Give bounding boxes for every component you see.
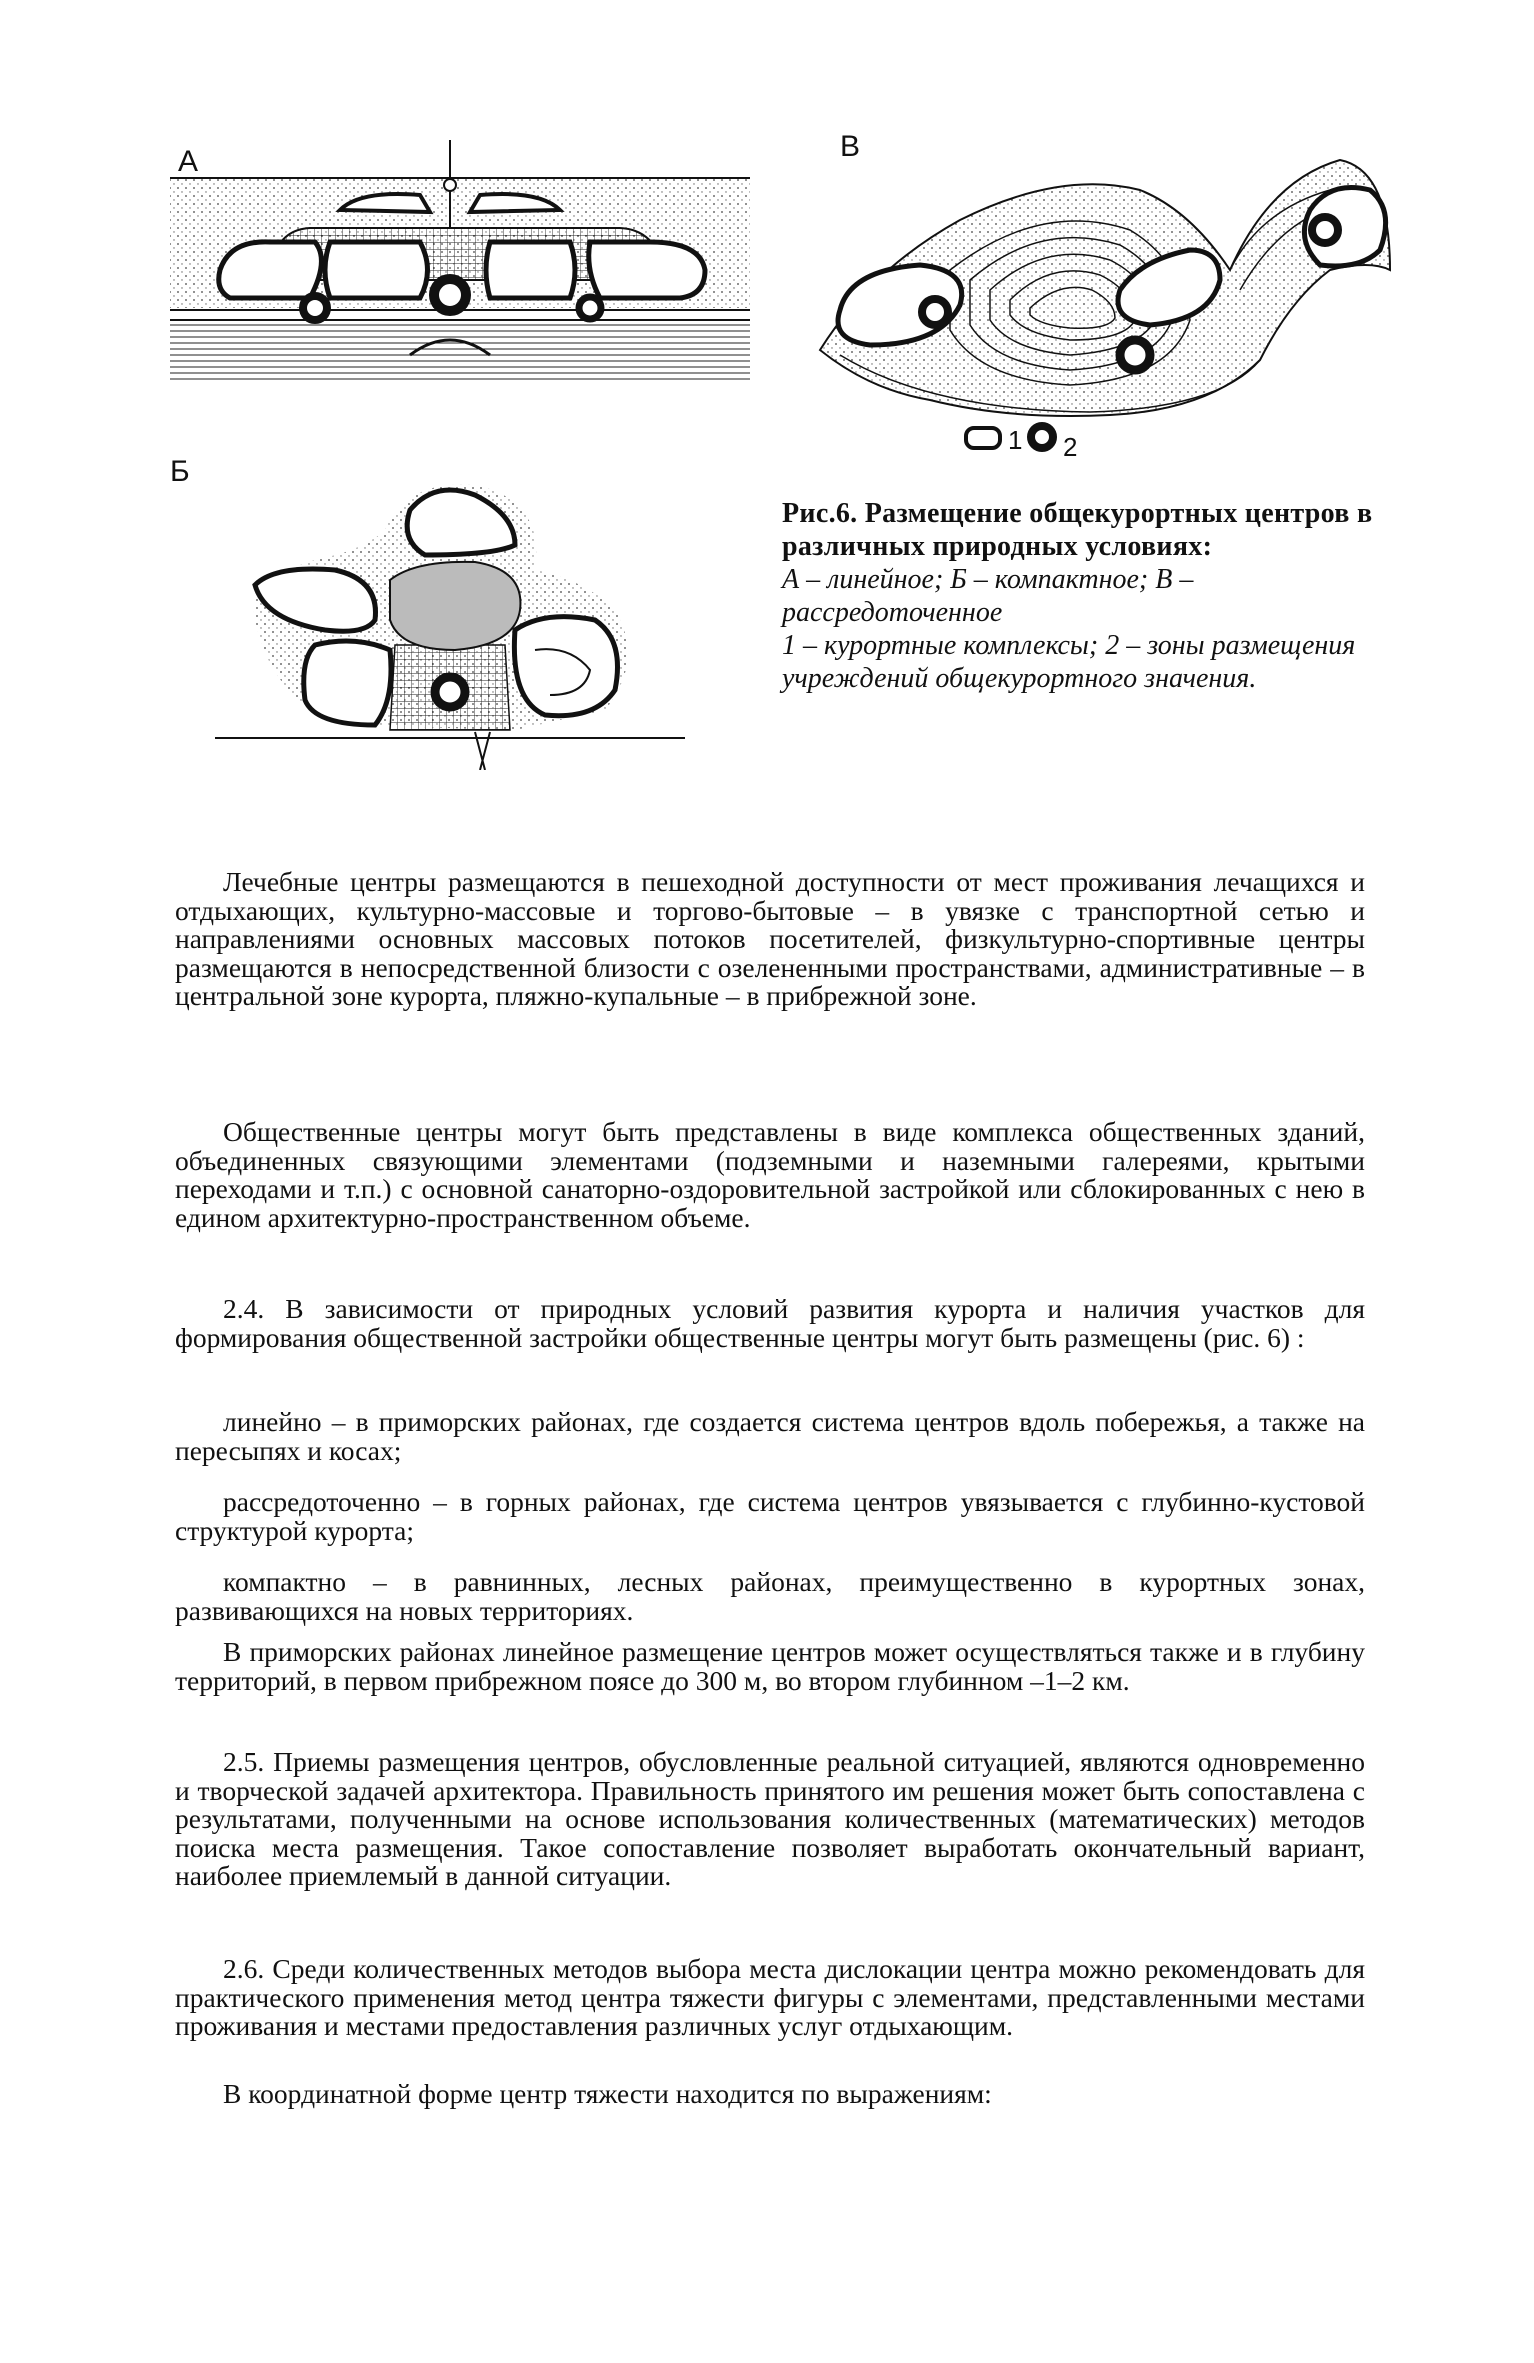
- paragraph-4: линейно – в приморских районах, где создается система центров вдоль побережья, а также на пересыпях и косах;: [175, 1406, 1365, 1466]
- legend-complex-icon: [963, 425, 1003, 451]
- body-block-8: [175, 1748, 1365, 1891]
- paragraph-1: Лечебные центры размещаются в пешеходной доступности от мест проживания лечащихся и отдыхающих, культурно-массовые и торгово-бытовые – в увязке с транспортной сетью и направлениями основных массовых потоков посетителей, физкультурно-спортивные центры размещаются в непосредственной близости с озелененными пространствами, административные – в центральной зоне курорта, пляжно-купальные – в прибрежной зоне.: [175, 866, 1365, 1011]
- body-block-2: [175, 1118, 1365, 1232]
- body-block-5: [175, 1488, 1365, 1545]
- paragraph-7: В приморских районах линейное размещение центров может осуществляться также и в глубину территорий, в первом прибрежном поясе до 300 м, во втором глубинном –1–2 км.: [175, 1636, 1365, 1696]
- body-block-6: [175, 1568, 1365, 1625]
- caption-title: Рис.6. Размещение общекурортных центров в различных природных условиях:: [782, 498, 1373, 562]
- paragraph-10: В координатной форме центр тяжести находится по выражениям:: [223, 2078, 992, 2109]
- paragraph-5: рассредоточенно – в горных районах, где система центров увязывается с глубинно-кустовой структурой курорта;: [175, 1486, 1365, 1546]
- legend-2-label: 2: [1063, 432, 1078, 462]
- paragraph-8: 2.5. Приемы размещения центров, обусловленные реальной ситуацией, являются одновременно и творческой задачей архитектора. Правильность принятого им решения может быть сопоставлена с результатами, полученными на основе использования количественных (математических) методов поиска места размещения. Такое сопоставление позволяет выработать окончательный вариант, наиболее приемлемый в данной ситуации.: [175, 1746, 1365, 1891]
- figure-caption: [782, 497, 1382, 695]
- figure-b-diagram: [215, 470, 685, 770]
- legend-1-label: 1: [1008, 425, 1023, 455]
- body-block-1: [175, 868, 1365, 1011]
- figure-b-label: Б: [170, 455, 190, 488]
- figure-a-label: А: [178, 145, 199, 178]
- paragraph-6: компактно – в равнинных, лесных районах, преимущественно в курортных зонах, развивающихся на новых территориях.: [175, 1566, 1365, 1626]
- body-block-9: [175, 1955, 1365, 2041]
- figure-a-diagram: [160, 130, 760, 390]
- paragraph-2: Общественные центры могут быть представлены в виде комплекса общественных зданий, объединенных связующими элементами (подземными и наземными галереями, крытыми переходами и т.п.) с основной санаторно-оздоровительной застройкой или сблокированных с нею в едином архитектурно-пространственном объеме.: [175, 1116, 1365, 1233]
- figure-v-label: В: [840, 130, 861, 163]
- legend-zone-icon: [1025, 420, 1059, 454]
- figure-v-diagram: [810, 150, 1400, 450]
- body-block-4: [175, 1408, 1365, 1465]
- body-block-10: [175, 2080, 1365, 2109]
- paragraph-9: 2.6. Среди количественных методов выбора места дислокации центра можно рекомендовать для практического применения метод центра тяжести фигуры с элементами, представленными местами проживания и местами предоставления различных услуг отдыхающим.: [175, 1953, 1365, 2041]
- paragraph-3: 2.4. В зависимости от природных условий развития курорта и наличия участков для формирования общественной застройки общественные центры могут быть размещены (рис. 6) :: [175, 1293, 1365, 1353]
- caption-line-2: 1 – курортные комплексы; 2 – зоны размещения учреждений общекурортного значения.: [782, 630, 1356, 694]
- body-block-7: [175, 1638, 1365, 1695]
- caption-line-1: А – линейное; Б – компактное; В – рассредоточенное: [782, 564, 1194, 628]
- body-block-3: [175, 1295, 1365, 1352]
